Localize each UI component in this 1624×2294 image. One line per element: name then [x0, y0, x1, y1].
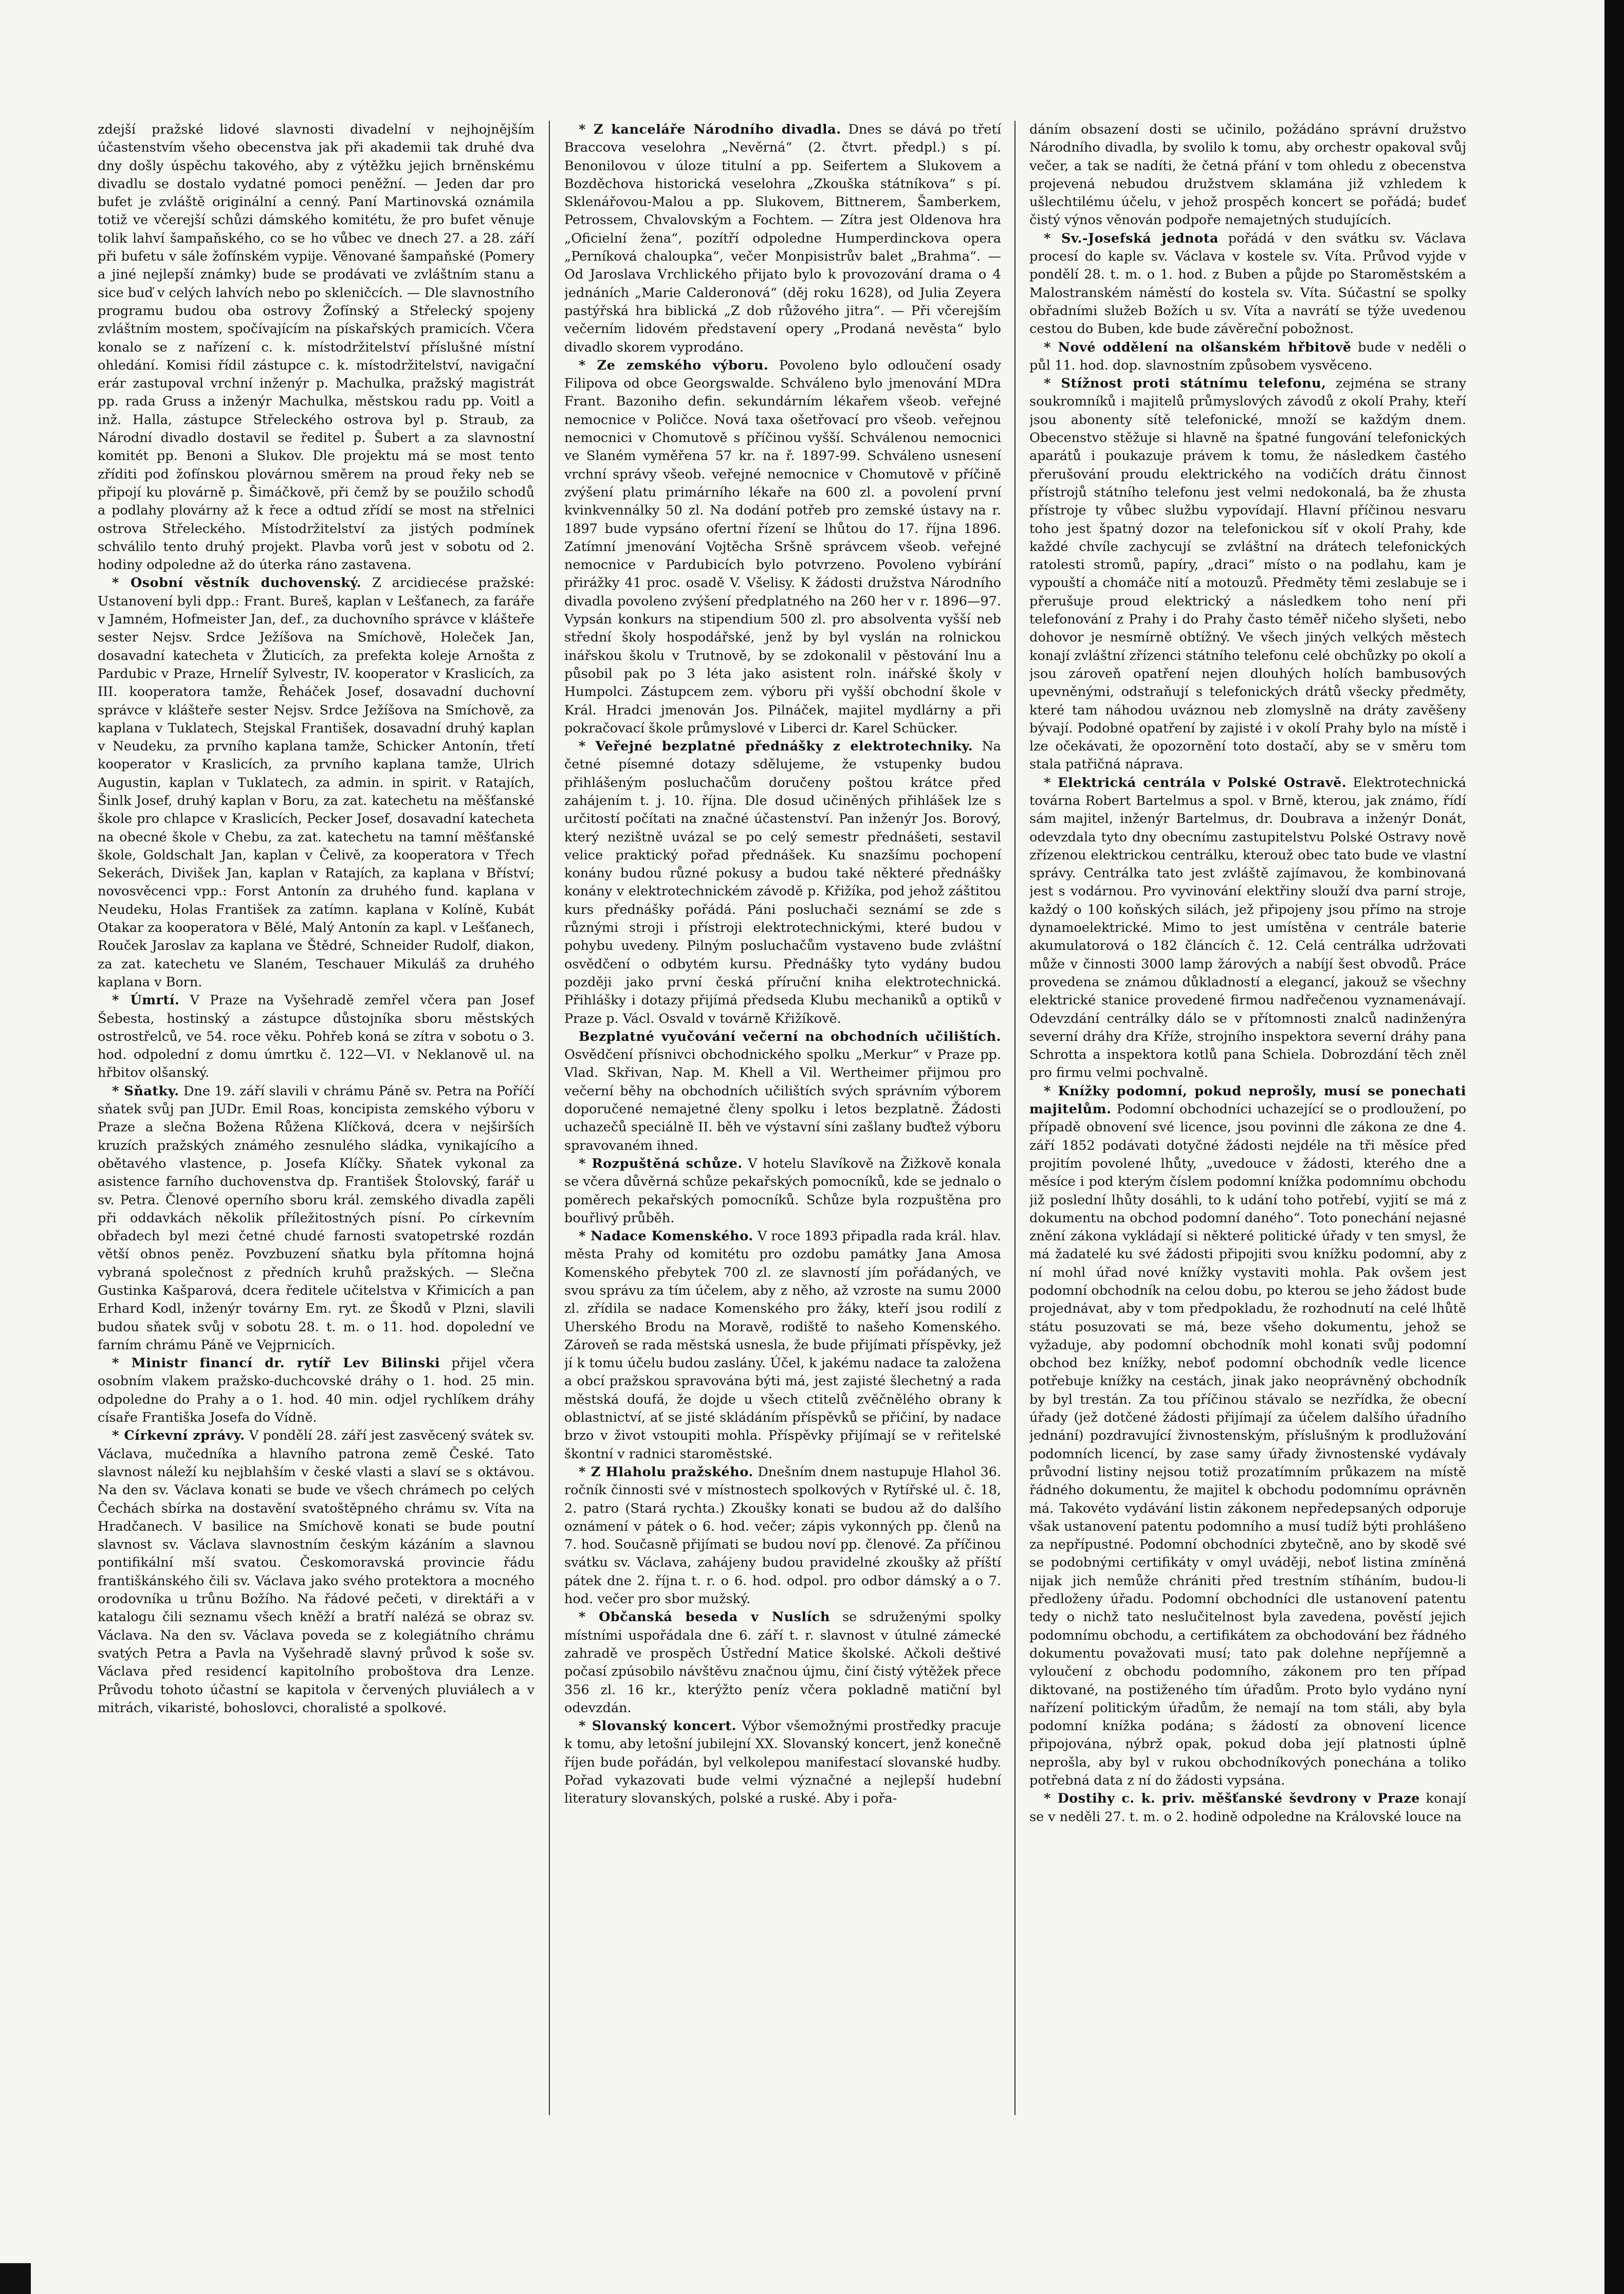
- column-rule-2: [1014, 121, 1016, 2115]
- article-paragraph: [98, 121, 534, 574]
- article-text: Elektrotechnická továrna Robert Bartelmus a spol. v Brně, kterou, jak známo, řídí sám majitel, inženýr Bartelmus, dr. Doubrava a inženýr Donát, odevzdala tyto dny obecnímu zastupitelstvu Polské Ostravy nově zřízenou elektrickou centrálku, kterouž obec tato bude ve vlastní správy. Centrálka tato jest zvláště zajímavou, že kombinovaná jest s vodárnou. Pro vyvinování elektřiny slouží dva parní stroje, každý o 100 koňských silách, jež připojeny jsou přímo na stroje dynamoelektrické. Mimo to jest umístěna v centrále baterie akumulatorová o 182 článcích č. 12. Celá centrálka udržovati může v činnosti 3000 lamp žárových a nabíjí šest obvodů. Práce provedena se známou důkladností a elegancí, jakouž se všechny elektrické stanice provedené firmou nadřečenou vyznamenávají. Odevzdání centrálky dálo se v přítomnosti znalců nadinženýra severní dráhy dra Kříže, strojního inspektora severní dráhy pana Schrotta a inspektora kotlů pana Schiela. Dobrozdání těch zněl pro firmu velmi pochvalně.: [1029, 775, 1466, 1081]
- article-paragraph: [1029, 1790, 1466, 1826]
- article-heading: * Úmrtí.: [112, 993, 180, 1008]
- article-paragraph: [564, 1463, 1001, 1608]
- scan-edge-right: [1604, 0, 1624, 2294]
- article-heading: * Ministr financí dr. rytíř Lev Bilinski: [112, 1355, 440, 1371]
- article-text: konají se v neděli 27. t. m. o 2. hodině odpoledne na Královské louce na: [1029, 1791, 1466, 1825]
- article-heading: * Osobní věstník duchovenský.: [112, 575, 362, 591]
- article-heading: * Stížnost proti státnímu telefonu,: [1044, 376, 1326, 392]
- article-text: V Praze na Vyšehradě zemřel včera pan Josef Šebesta, hostinský a zástupce důstojníka sboru městských ostrostřelců, ve 54. roce věku. Pohřeb koná se zítra v sobotu o 3. hod. odpolední z domu úmrtku č. 122—VI. v Neklanově ul. na hřbitov olšanský.: [98, 993, 534, 1081]
- article-paragraph: [564, 1028, 1001, 1155]
- article-heading: * Církevní zprávy.: [112, 1428, 245, 1444]
- article-text: se sdruženými spolky místními uspořádala dne 6. září t. r. slavnost v útulné zámecké zahradě ve prospěch Ústřední Matice školské. Ačkoli deštivé počasí zpúsobilo návštěvu značnou újmu, činí čistý výtěžek přece 356 zl. 16 kr., kterýžto peníz včera pokladně matiční byl odevzdán.: [564, 1609, 1001, 1716]
- article-paragraph: [1029, 121, 1466, 230]
- article-text: Dnešním dnem nastupuje Hlahol 36. ročník činnosti své v místnostech spolkových v Rytířské ul. č. 18, 2. patro (Stará rychta.) Zkoušky konati se budou až do dalšího oznámení v pátek o 6. hod. večer; zápis vykonných pp. členů na 7. hod. Současně přijímati se budou noví pp. členové. Za příčinou svátku sv. Václava, zahájeny budou pravidelné zkoušky až příští pátek dne 2. října t. r. o 6. hod. odpol. pro odbor dámský a o 7. hod. večer pro sbor mužský.: [564, 1464, 1001, 1607]
- article-text: Výbor všemožnými prostředky pracuje k tomu, aby letošní jubilejní XX. Slovanský koncert, jenž konečně říjen bude pořádán, byl velkolepou manifestací slovanské hudby. Pořad vykazovati bude velmi význačné a nejlepší hudební literatury slovanských, polské a ruské. Aby i pořa-: [564, 1718, 1001, 1807]
- article-paragraph: [1029, 375, 1466, 774]
- article-heading: Bezplatné vyučování večerní na obchodních učilištích.: [579, 1029, 1001, 1044]
- article-heading: * Sv.-Josefská jednota: [1044, 230, 1219, 246]
- article-text: Povoleno bylo odloučení osady Filipova od obce Georgswalde. Schváleno bylo jmenování MDra Frant. Bazoniho defin. sekundárním lékařem všeob. veřejné nemocnice v Poličce. Nová taxa ošetřovací pro všeob. veřejnou nemocnici v Chomutově s příčinou vyšší. Schválenou nemocnici ve Slaném vyměřena 57 kr. na ř. 1897-99. Schváleno usnesení vrchní správy všeob. veřejné nemocnice v Chomutově v příčině zvýšení platu primárního lékaře na 600 zl. a povolení první kvinkvennálky 50 zl. Na dodání potřeb pro zemské ústavy na r. 1897 bude vypsáno ofertní řízení se lhůtou do 17. října 1896. Zatímní jmenování Vojtěcha Sršně správcem všeob. veřejné nemocnice v Pardubicích bylo potvrzeno. Povoleno vybírání přirážky 41 proc. osadě V. Všelisy. K žádosti družstva Národního divadla povoleno zvýšení předplatného na 260 her v r. 1896—97. Vypsán konkurs na stipendium 500 zl. pro absolventa vyšší neb střední školy hospodářské, jenž by byl vyslán na rolnickou inářskou školu v Trutnově, by se zdokonalil v pěstování lnu a působil pak po 3 léta jako asistent roln. inářské školy v Humpolci. Zástupcem zem. výboru při vyšší obchodní škole v Král. Hradci jmenován Jos. Pilnáček, majitel mydlárny a při pokračovací škole průmyslové v Liberci dr. Karel Schücker.: [564, 357, 1001, 736]
- column-2: [564, 121, 1001, 2125]
- article-heading: * Elektrická centrála v Polské Ostravě.: [1044, 775, 1347, 791]
- article-text: Dnes se dává po třetí Braccova veselohra „Nevěrná“ (2. čtvrt. předpl.) s pí. Benonilovou v úloze titulní a pp. Seifertem a Slukovem a Bozděchova historická veselohra „Zkouška státníkova“ s pí. Sklenářovou-Malou a pp. Slukovem, Bittnerem, Šamberkem, Petrossem, Chvalovským a Fochtem. — Zítra jest Oldenova hra „Oficielní žena“, pozítří odpoledne Humperdinckova opera „Perníková chaloupka“, večer Monpisistrův balet „Brahma“. — Od Jaroslava Vrchlického přijato bylo k provozování drama o 4 jednáních „Marie Calderonová“ (děj roku 1628), od Julia Zeyera pastýřská hra biblická „Z dob růžového jitra“. — Při včerejším večerním lidovém představení opery „Prodaná nevěsta“ bylo divadlo skorem vyprodáno.: [564, 122, 1001, 355]
- article-text: dáním obsazení dosti se učinilo, požádáno správní družstvo Národního divadla, by svolilo k tomu, aby orchestr opakoval svůj večer, a tak se nadíti, že četná přání v tom ohledu z obecenstva projevená nebudou družstvem sklamána již vzhledem k ušlechtilému účelu, v jehož prospěch koncert se pořádá; budeť čistý výnos věnován podpoře nemajetných studujících.: [1029, 122, 1466, 228]
- article-heading: * Z kanceláře Národního divadla.: [579, 122, 841, 137]
- article-paragraph: [1029, 339, 1466, 375]
- article-paragraph: [98, 1427, 534, 1717]
- article-heading: * Z Hlaholu pražského.: [579, 1464, 753, 1480]
- article-heading: * Rozpuštěná schůze.: [579, 1155, 743, 1171]
- article-text: bude v neděli o půl 11. hod. dop. slavnostním způsobem vysvěceno.: [1029, 339, 1466, 373]
- article-paragraph: [98, 1354, 534, 1427]
- article-paragraph: [564, 1608, 1001, 1717]
- article-text: zejména se strany soukromníků i majitelů průmyslových závodů z okolí Prahy, kteří jsou abonenty sítě telefonické, množí se každým dnem. Obecenstvo stěžuje si hlavně na špatné fungování telefonických aparátů i poukazuje právem k tomu, že následkem častého přerušování proudu elektrického na vodičích drátu činnost přístrojů státního telefonu jest velmi nedokonalá, ba že zhusta přístroje ty vůbec službu vypovídají. Hlavní příčinou nesvaru toho jest špatný dozor na telefonickou síť v okolí Prahy, kde každé chvíle zachycují se zvláštní na drátech telefonických ratolesti stromů, papíry, „draci“ místo o na podlahu, kam je vypouští a chomáče nití a motouzů. Předměty těmi zeslabuje se i přerušuje proud elektrický a následkem toho není při telefonování z Prahy i do Prahy často téměř ničeho slyšeti, nebo dohovor je nesmírně obtížný. Ve všech jiných velkých městech konají zvláštní zřízenci státního telefonu celé obchůzky po okolí a jsou zároveň opatření nejen dlouhých holích bambusových upevněnými, odstraňují s telefonických drátů všecky předměty, které tam náhodou uváznou neb zlomyslně na dráty zavěšeny bývají. Podobné opatření by zajisté i v okolí Prahy bylo na místě i lze očekávati, že opozornění toto dostačí, aby se v směru tom stala patřičná náprava.: [1029, 376, 1466, 773]
- article-heading: * Občanská beseda v Nuslích: [579, 1609, 830, 1625]
- article-paragraph: [564, 1227, 1001, 1463]
- article-paragraph: [564, 1717, 1001, 1808]
- article-text: pořádá v den svátku sv. Václava procesí do kaple sv. Václava v kostele sv. Víta. Průvod vyjde v pondělí 28. t. m. o 1. hod. z Buben a půjde po Staroměstském a Malostranském náměstí do kostela sv. Víta. Súčastní se spolky obřadními služeb Božích u sv. Víta a navrátí se týže uvedenou cestou do Buben, kde bude závěreční pobožnost.: [1029, 230, 1466, 337]
- article-heading: * Sňatky.: [112, 1083, 179, 1099]
- article-heading: * Nadace Komenského.: [579, 1228, 753, 1244]
- article-paragraph: [98, 992, 534, 1082]
- article-text: V roce 1893 připadla rada král. hlav. města Prahy od komitétu pro ozdobu památky Jana Amosa Komenského přebytek 700 zl. ze slavností jím pořádaných, ve svou správu za tím účelem, aby z něho, až vzroste na sumu 2000 zl. zřídila se nadace Komenského pro žáky, kteří jsou rodilí z Uherského Brodu na Moravě, rodiště to našeho Komenského. Zároveň se rada městská usnesla, že bude přijímati příspěvky, jež jí k tomu účelu budou zaslány. Účel, k jakému nadace ta založena a obcí pražskou spravována býti má, jest zajisté šlechetný a rada městská doufá, že dojde u všech ctitelů zvěčnělého obrany k oblastnictví, ať se jisté skládáním příspěvků se přičiní, by nadace brzo v život vstoupiti mohla. Příspěvky přijímají se v reřitelské škontní v radnici staroměstské.: [564, 1228, 1001, 1462]
- article-paragraph: [1029, 230, 1466, 339]
- article-text: Osvědčení přísnivci obchodnického spolku „Merkur“ v Praze pp. Vlad. Skřivan, Nap. M. Khell a Vil. Wertheimer přijmou pro večerní běhy na obchodních učilištích svých správním výborem doporučené nemajetné členy spolku i letos bezplatně. Žádosti uchazečů speciálně II. běh ve výstavní síni zašlany buďtež výboru spravovaném ihned.: [564, 1047, 1001, 1153]
- article-text: V hotelu Slavíkově na Žižkově konala se včera důvěrná schůze pekařských pomocníků, kde se jednalo o poměrech pekařských pomocníků. Schůze byla rozpuštěna pro bouřlivý průběh.: [564, 1155, 1001, 1226]
- article-heading: * Veřejné bezplatné přednášky z elektrotechniky.: [579, 739, 973, 755]
- article-paragraph: [564, 1155, 1001, 1227]
- scan-corner: [0, 2263, 31, 2294]
- article-paragraph: [564, 357, 1001, 738]
- article-paragraph: [564, 121, 1001, 357]
- article-text: zdejší pražské lidové slavnosti divadelní v nejhojnějším účastenstvím všeho obecenstva jak při akademii tak druhé dva dny došly úspěchu takového, aby z výtěžku jejich brněnskému divadlu se dostalo vydatné pomoci peněžní. — Jeden dar pro bufet je zvláště originální a cenný. Paní Martinovská oznámila totiž ve včerejší schůzi dámského komitétu, že pro bufet věnuje tolik lahví šampaňského, co se ho vůbec ve dnech 27. a 28. září při bufetu v sále žofínském vypije. Věnované šampaňské (Pomery a jiné nejlepší známky) bude se prodávati ve zvláštním stanu a sice buď v celých lahvích nebo po skleničcích. — Dle slavnostního programu budou oba ostrovy Žofínský a Střelecký spojeny zvláštním mostem, spočívajícím na pískařských pramicích. Včera konalo se z nařízení c. k. místodržitelství příslušné místní ohledání. Komisi řídil zástupce c. k. místodržitelství, navigační erár zastupoval vrchní inženýr p. Machulka, pražský magistrát pp. rada Gruss a inženýr Machulka, městskou radu pp. Voitl a inž. Halla, zástupce Střeleckého ostrova byl p. Straub, za Národní divadlo dostavil se ředitel p. Šubert a za slavnostní komitét pp. Benoni a Slukov. Dle projektu má se most tento zříditi pod žofínskou plovárnou směrem na proud řeky neb se připojí ku plovárně p. Šimáčkově, při čemž by se použilo schodů a podlahy plovárny až k řece a odtud zřídí se most na střelnici ostrova Střeleckého. Místodržitelství za jistých podmínek schválilo tento druhý projekt. Plavba vorů jest v sobotu od 2. hodiny odpoledne až do úterka ráno zastavena.: [98, 122, 534, 573]
- article-heading: * Slovanský koncert.: [579, 1718, 737, 1734]
- article-paragraph: [564, 738, 1001, 1028]
- article-text: přijel včera osobním vlakem pražsko-duchcovské dráhy o 1. hod. 25 min. odpoledne do Prahy a o 1. hod. 40 min. odjel rychlíkem dráhy císaře Františka Josefa do Vídně.: [98, 1355, 534, 1426]
- article-text: Dne 19. září slavili v chrámu Páně sv. Petra na Poříčí sňatek svůj pan JUDr. Emil Roas, koncipista zemského výboru v Praze a slečna Božena Růžena Klíčková, dcera v nejširších kruzích pražských známého zesnulého sládka, vynikajícího a obětavého vlastence, p. Josefa Klíčky. Sňatek vykonal za asistence farního duchovenstva dp. František Štolovský, farář u sv. Petra. Členové operního sboru král. zemského divadla zapěli při oddavkách několik příležitostných písní. Po církevním obřadech byl mezi četné chudé farnosti svatopetrské rozdán větší obnos peněz. Povzbuzení sňatku byla přítomna hojná vybraná společnost z předních kruhů pražských. — Slečna Gustinka Kašparová, dcera ředitele učitelstva v Křimicích a pan Erhard Kodl, inženýr továrny Em. ryt. ze Škodů v Plzni, slavili budou sňatek svůj v sobotu 28. t. m. o 11. hod. dopolední ve farním chrámu Páně ve Vejprnicích.: [98, 1083, 534, 1353]
- article-paragraph: [98, 574, 534, 992]
- column-3: [1029, 121, 1466, 2115]
- article-paragraph: [1029, 774, 1466, 1082]
- article-heading: * Ze zemského výboru.: [579, 357, 769, 373]
- article-text: Na četné písemné dotazy sdělujeme, že vstupenky budou přihlášeným posluchačům doručeny poštou krátce před zahájením t. j. 10. října. Dle dosud učiněných přihlášek lze s určitostí počítati na značné účastenství. Pan inženýr Jos. Borový, který nezištně uvázal se po celý semestr přednášeti, sestavil velice praktický pořad přednášek. Ku snazšímu pochopení konány budou různé pokusy a budou také některé přednášky konány v elektrotechnickém závodě p. Křižíka, pod jehož záštitou kurs přednášky pořádá. Páni posluchači seznámí se zde s různými stroji i přístroji elektrotechnickými, které budou v pohybu uvedeny. Pilným posluchačům vystaveno bude zvláštní osvědčení o odbytém kursu. Přednášky tyto vydány budou později jako první česká příruční kniha elektrotechnická. Přihlášky i dotazy přijímá předseda Klubu mechaniků a optiků v Praze p. Václ. Osvald v továrně Křižíkově.: [564, 739, 1001, 1026]
- article-heading: * Knížky podomní, pokud neprošly, musí se ponechati majitelům.: [1029, 1083, 1466, 1117]
- column-rule-1: [549, 121, 550, 2115]
- article-paragraph: [98, 1082, 534, 1354]
- column-1: [98, 121, 534, 2115]
- article-paragraph: [1029, 1082, 1466, 1790]
- article-heading: * Nové oddělení na olšanském hřbitově: [1044, 339, 1352, 355]
- article-text: Z arcidiecése pražské: Ustanovení byli dpp.: Frant. Bureš, kaplan v Lešťanech, za faráře v Jamném, Hofmeister Jan, def., za duchovního správce v klášteře sester Nejsv. Srdce Ježíšova na Smíchově, Holeček Jan, dosavadní katecheta v Žluticích, za prefekta koleje Arnošta z Pardubic v Praze, Hrnelíř Sylvestr, IV. kooperator v Kraslicích, za III. kooperatora tamže, Řeháček Josef, dosavadní duchovní správce v klášteře sester Nejsv. Srdce Ježíšova na Smíchově, za kaplana v Tuklatech, Stejskal František, dosavadní druhý kaplan v Neudeku, za prvního kaplana tamže, Schicker Antonín, třetí kooperator v Kraslicích, za prvního kaplana tamže, Ulrich Augustin, kaplan v Tuklatech, za admin. in spirit. v Ratajích, Šinlk Josef, druhý kaplan v Boru, za zat. katechetu na měšťanské škole pro chlapce v Kraslicích, Pecker Josef, dosavadní katecheta na obecné škole v Chebu, za zat. katechetu na tamní měšťanské škole, Goldschalt Jan, kaplan v Čelivě, za kooperatora v Třech Sekerách, Divišek Jan, kaplan v Ratajích, za kaplana v Bříství; novosvěcenci vpp.: Forst Antonín za druhého fund. kaplana v Neudeku, Holas František za zatímn. kaplana v Kolíně, Kubát Otakar za kooperatora v Bělé, Malý Antonín za kapl. v Lešťanech, Rouček Jaroslav za kaplana ve Štědré, Schneider Rudolf, diakon, za zat. katechetu ve Slaném, Teschauer Mikuláš za druhého kaplana v Born.: [98, 575, 534, 990]
- article-text: V pondělí 28. září jest zasvěcený svátek sv. Václava, mučedníka a hlavního patrona země České. Tato slavnost náleží ku nejblahším v české vlasti a slaví se s oktávou. Na den sv. Václava konati se bude ve všech chrámech po celých Čechách sbírka na dostavění svatoštěpného chrámu sv. Víta na Hradčanech. V basilice na Smíchově konati se bude poutní slavnost sv. Václava slavnostním českým kázáním a slavnou pontifikální mší svatou. Českomoravská provincie řádu františkánského čili sv. Václava jako svého protektora a mocného orodovníka u trůnu Božího. Na řádové pečeti, v direktáři a v katalogu čili seznamu všech kněží a bratří nalézá se obraz sv. Václava. Na den sv. Václava poveda se z kolegiátního chrámu svatých Petra a Pavla na Vyšehradě slavný průvod k soše sv. Václava před residencí kapitolního proboštova dra Lenze. Průvodu tohoto účastní se kapitola v červených pluviálech a v mitrách, vikaristé, bohoslovci, choralisté a spolkové.: [98, 1428, 534, 1716]
- article-text: Podomní obchodníci uchazející se o prodloužení, po případě obnovení své licence, jsou povinni dle zákona ze dne 4. září 1852 podávati dotyčné žádosti nejdéle na tři měsíce před projitím povolené lhůty, „uvedouce v žádosti, kterého dne a měsíce i pod kterým číslem podomní knížka podomnímu obchodu již poslední lhůty dosáhli, to k udání toho potřebí, vyjití se má z dokumentu na obchod podomní daného“. Toto ponechání nejasné znění zákona vykládají si některé politické úřady v ten smysl, že má žadatelé ku své žádosti připojiti svou knížku podomní, aby z ní mohl úřad nové knížky vystaviti mohla. Pak ovšem jest podomní obchodník na celou dobu, po kterou se jeho žádost bude projednávat, aby v tom předpokladu, že rozhodnutí na celé lhůtě státu posuzovati se má, beze všeho dokumentu, jehož se vyžaduje, aby podomní obchodník mohl konati svůj podomní obchod bez knížky, neboť podomní obchodník vedle licence potřebuje knížky na cestách, jinak jako neoprávněný obchodník by byl trestán. Za tou příčinou stávalo se nezřídka, že obecní úřady (jež dotčené žádosti přijímají za účelem dalšího úřadního jednání) pozdravující živnostenským, příslušným k prodlužování podomních licencí, by zase samy úřady živnostenské vydávaly průvodní listiny nejsou totiž prozatímním průkazem na místě řádného dokumentu, že majitel k obchodu podomnímu oprávněn má. Takovéto vydávání listin zákonem nepředepsaných odporuje však ustanovení patentu podomního a musí tudíž býti prohlášeno za nepřípustné. Podomní obchodníci zbytečně, ano by skodě své se podobnými certifikáty v omyl uváději, neboť listina zmíněná nijak jich nemůže chrániti před trestním stíháním, budou-li předloženy úřadu. Podomní obchodníci dle ustanovení patentu tedy o nichž tato neslučitelnost byla zavedena, pověstí jejich podomnímu obchodu, a certifikátem za obchodování bez řádného dokumentu považovati musí; tato pak dolehne nepříjemně a vyloučení z obchodu podomního, zákonem pro ten případ diktované, na postiženého tím úřadům. Proto bylo vydáno nyní nařízení politickým úřadům, že nemají na tom stáli, aby byla podomní knížka podána; s žádostí za obnovení licence připojována, nýbrž opak, pokud doba její platnosti úplně neprošla, aby byl v rukou obchodníkových ponechána a toliko potřebná data z ní do žádosti vypsána.: [1029, 1102, 1466, 1789]
- article-heading: * Dostihy c. k. priv. měšťanské ševdrony v Praze: [1044, 1791, 1420, 1807]
